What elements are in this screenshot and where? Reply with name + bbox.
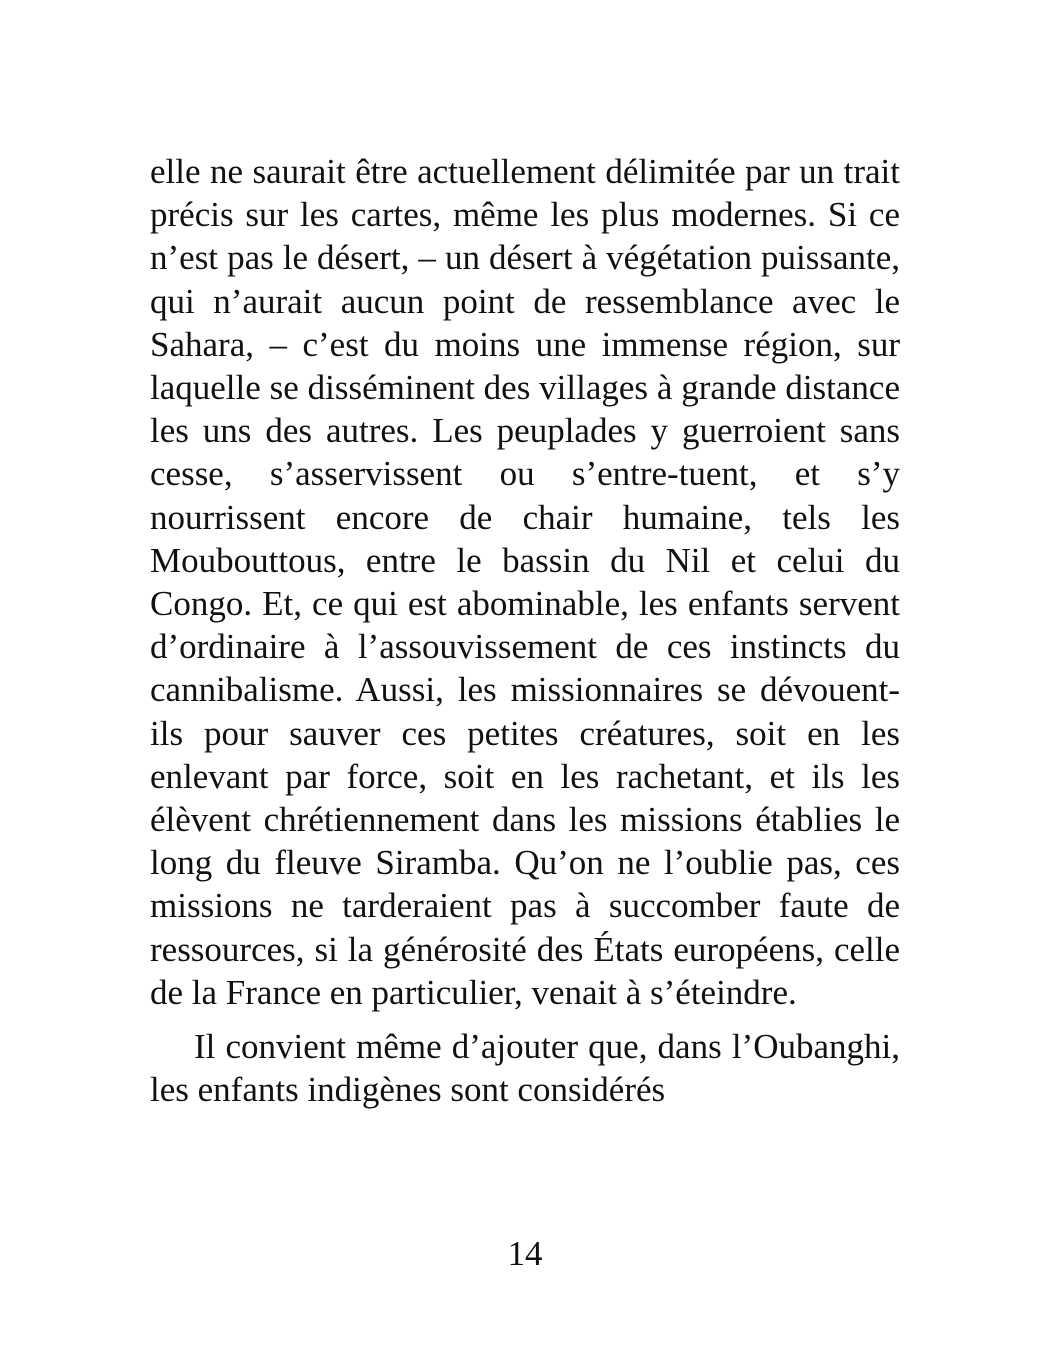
paragraph-continued: elle ne saurait être actuellement délimitée par un trait précis sur les cartes, même les plus modernes. Si ce n’est pas le désert, – un désert à végétation puissante, qui n’aurait aucun point de ressemblance avec le Sahara, – c’est du moins une immense région, sur laquelle se disséminent des villages à grande distance les uns des autres. Les peuplades y guerroient sans cesse, s’asservissent ou s’entre-tuent, et s’y nourrissent encore de chair humaine, tels les Moubouttous, entre le bassin du Nil et celui du Congo. Et, ce qui est abominable, les enfants servent d’ordinaire à l’assouvissement de ces instincts du cannibalisme. Aussi, les missionnaires se dévouent-ils pour sauver ces petites créatures, soit en les enlevant par force, soit en les rachetant, et ils les élèvent chrétiennement dans les missions établies le long du fleuve Siramba. Qu’on ne l’oublie pas, ces missions ne tarderaient pas à succomber faute de ressources, si la générosité des États européens, celle de la France en particulier, venait à s’éteindre. [150,152,900,1012]
paragraph-new: Il convient même d’ajouter que, dans l’Oubanghi, les enfants indigènes sont considérés [150,1027,900,1110]
page-body [150,150,900,1111]
page-number: 14 [507,1234,543,1273]
